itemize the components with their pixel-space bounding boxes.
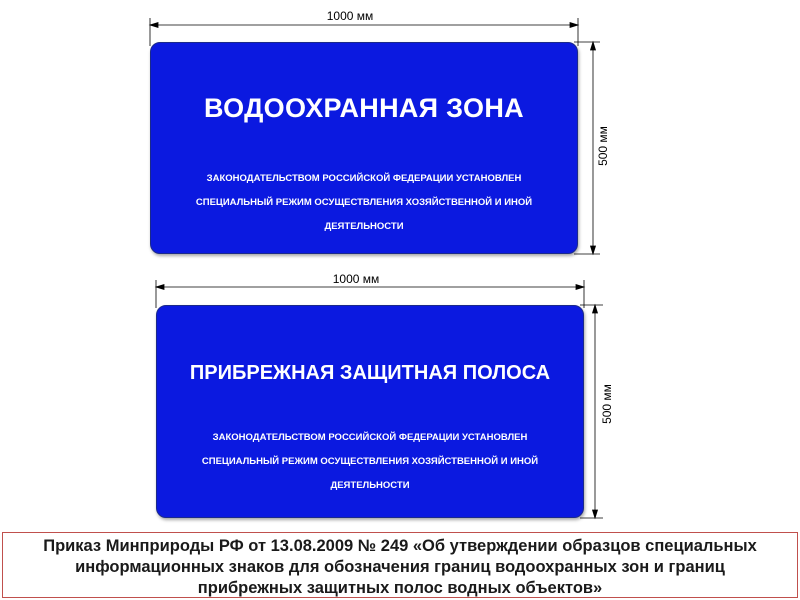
sign2-text-line: СПЕЦИАЛЬНЫЙ РЕЖИМ ОСУЩЕСТВЛЕНИЯ ХОЗЯЙСТВЕННОЙ И ИНОЙ [201, 456, 539, 467]
water-protection-zone-sign [150, 42, 578, 254]
sign2-width-arrow-left [156, 285, 164, 290]
sign1-text-line: ДЕЯТЕЛЬНОСТИ [324, 221, 404, 232]
sign2-width-label: 1000 мм [332, 272, 380, 286]
sign2-title: ПРИБРЕЖНАЯ ЗАЩИТНАЯ ПОЛОСА [189, 362, 551, 384]
order-caption [2, 532, 798, 598]
sign2-text-line: ДЕЯТЕЛЬНОСТИ [330, 480, 410, 491]
sign2-text [157, 426, 583, 498]
caption-line: информационных знаков для обозначения границ водоохранных зон и границ [75, 558, 725, 576]
sign1-height-arrow-top [591, 42, 596, 50]
sign1-height-label: 500 мм [596, 126, 610, 166]
sign2-height-label: 500 мм [600, 384, 614, 424]
sign1-text-line: СПЕЦИАЛЬНЫЙ РЕЖИМ ОСУЩЕСТВЛЕНИЯ ХОЗЯЙСТВЕННОЙ И ИНОЙ [195, 197, 533, 208]
sign2-text-line: ЗАКОНОДАТЕЛЬСТВОМ РОССИЙСКОЙ ФЕДЕРАЦИИ УСТАНОВЛЕН [212, 432, 528, 443]
sign1-width-arrow-right [570, 23, 578, 28]
sign1-width-label: 1000 мм [326, 9, 374, 23]
sign1-height-arrow-bottom [591, 246, 596, 254]
sign2-height-arrow-bottom [593, 510, 598, 518]
caption-line: прибрежных защитных полос водных объектов» [197, 579, 603, 597]
sign2-height-arrow-top [593, 305, 598, 313]
caption-line: Приказ Минприроды РФ от 13.08.2009 № 249 «Об утверждении образцов специальных [43, 537, 757, 555]
sign1-title: ВОДООХРАННАЯ ЗОНА [204, 93, 524, 123]
sign1-width-arrow-left [150, 23, 158, 28]
sign1-text [151, 167, 577, 239]
sign1-text-line: ЗАКОНОДАТЕЛЬСТВОМ РОССИЙСКОЙ ФЕДЕРАЦИИ УСТАНОВЛЕН [206, 173, 522, 184]
sign2-width-arrow-right [576, 285, 584, 290]
coastal-protective-strip-sign [156, 305, 584, 518]
